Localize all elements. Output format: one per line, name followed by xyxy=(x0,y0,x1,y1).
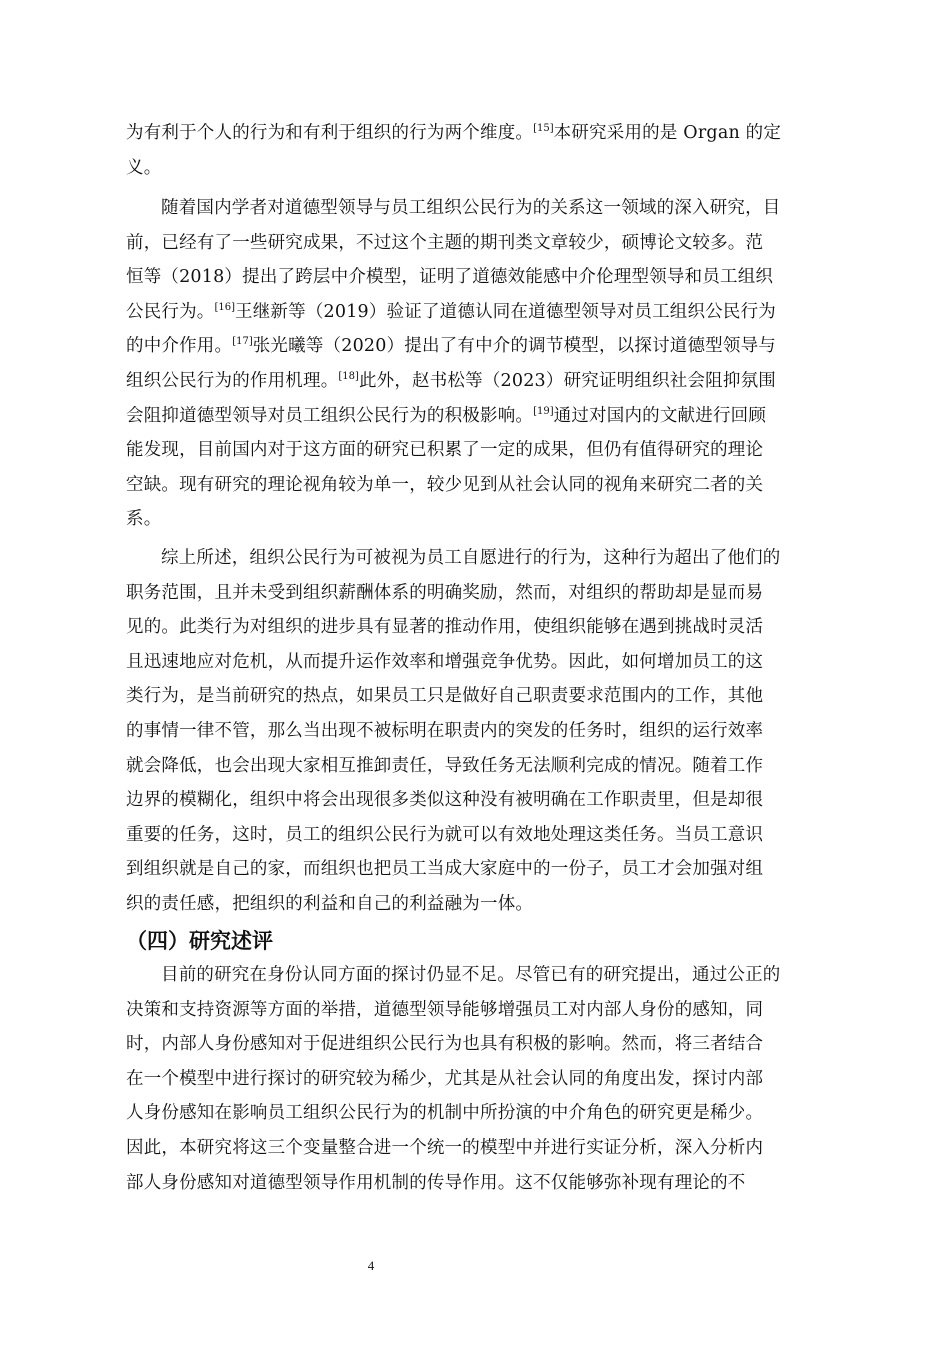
text-line: 组织公民行为的作用机理。[18]此外，赵书松等（2023）研究证明组织社会阻抑氛围 xyxy=(126,370,776,391)
text-line: 会阻抑道德型领导对员工组织公民行为的积极影响。[19]通过对国内的文献进行回顾 xyxy=(126,405,767,426)
text-line: 因此，本研究将这三个变量整合进一个统一的模型中并进行实证分析，深入分析内 xyxy=(126,1137,764,1158)
section-heading: （四）研究述评 xyxy=(126,929,273,953)
text-line: 就会降低，也会出现大家相互推卸责任，导致任务无法顺利完成的情况。随着工作 xyxy=(126,755,764,776)
text-line: 为有利于个人的行为和有利于组织的行为两个维度。[15]本研究采用的是 Organ 的定 xyxy=(126,123,782,143)
text-line: 类行为，是当前研究的热点，如果员工只是做好自己职责要求范围内的工作，其他 xyxy=(126,686,764,707)
text-line: 人身份感知在影响员工组织公民行为的机制中所扮演的中介角色的研究更是稀少。 xyxy=(126,1103,764,1124)
text-line: 义。 xyxy=(126,157,162,178)
text-line: 综上所述，组织公民行为可被视为员工自愿进行的行为，这种行为超出了他们的 xyxy=(161,548,781,568)
text-line: 恒等（2018）提出了跨层中介模型，证明了道德效能感中介伦理型领导和员工组织 xyxy=(126,267,774,288)
paragraph-domestic-research xyxy=(126,191,838,537)
citation-16: [16] xyxy=(214,301,236,313)
text-line: 重要的任务，这时，员工的组织公民行为就可以有效地处理这类任务。当员工意识 xyxy=(126,824,764,845)
citation-18: [18] xyxy=(338,371,359,383)
text-line: 公民行为。[16]王继新等（2019）验证了道德认同在道德型领导对员工组织公民行为 xyxy=(126,301,776,322)
text-line: 随着国内学者对道德型领导与员工组织公民行为的关系这一领域的深入研究，目 xyxy=(161,198,781,218)
citation-17: [17] xyxy=(232,336,253,348)
text-line: 到组织就是自己的家，而组织也把员工当成大家庭中的一份子，员工才会加强对组 xyxy=(126,859,764,880)
paragraph-ocb-definition xyxy=(126,116,838,185)
text-line: 能发现，目前国内对于这方面的研究已积累了一定的成果，但仍有值得研究的理论 xyxy=(126,440,764,461)
text-line: 部人身份感知对道德型领导作用机制的传导作用。这不仅能够弥补现有理论的不 xyxy=(126,1172,746,1193)
text-line: 目前的研究在身份认同方面的探讨仍显不足。尽管已有的研究提出，通过公正的 xyxy=(161,965,781,985)
text-line: 空缺。现有研究的理论视角较为单一，较少见到从社会认同的视角来研究二者的关 xyxy=(126,474,764,495)
text-line: 边界的模糊化，组织中将会出现很多类似这种没有被明确在工作职责里，但是却很 xyxy=(126,790,764,811)
text-line: 见的。此类行为对组织的进步具有显著的推动作用，使组织能够在遇到挑战时灵活 xyxy=(126,617,764,638)
text-line: 的中介作用。[17]张光曦等（2020）提出了有中介的调节模型，以探讨道德型领导与 xyxy=(126,336,776,357)
paragraph-review xyxy=(126,958,838,1200)
page-number: 4 xyxy=(367,1258,375,1273)
text-line: 且迅速地应对危机，从而提升运作效率和增强竞争优势。因此，如何增加员工的这 xyxy=(126,651,764,672)
paragraph-summary xyxy=(126,541,838,922)
text-line: 在一个模型中进行探讨的研究较为稀少，尤其是从社会认同的角度出发，探讨内部 xyxy=(126,1068,764,1089)
text-line: 织的责任感，把组织的利益和自己的利益融为一体。 xyxy=(126,893,534,914)
citation-15: [15] xyxy=(533,123,554,135)
text-line: 的事情一律不管，那么当出现不被标明在职责内的突发的任务时，组织的运行效率 xyxy=(126,720,764,741)
text-line: 前，已经有了一些研究成果，不过这个主题的期刊类文章较少，硕博论文较多。范 xyxy=(126,232,764,253)
text-line: 时，内部人身份感知对于促进组织公民行为也具有积极的影响。然而，将三者结合 xyxy=(126,1034,764,1055)
text-line: 职务范围，且并未受到组织薪酬体系的明确奖励，然而，对组织的帮助却是显而易 xyxy=(126,582,764,603)
citation-19: [19] xyxy=(533,405,554,417)
text-line: 系。 xyxy=(126,509,162,530)
text-line: 决策和支持资源等方面的举措，道德型领导能够增强员工对内部人身份的感知，同 xyxy=(126,999,764,1020)
